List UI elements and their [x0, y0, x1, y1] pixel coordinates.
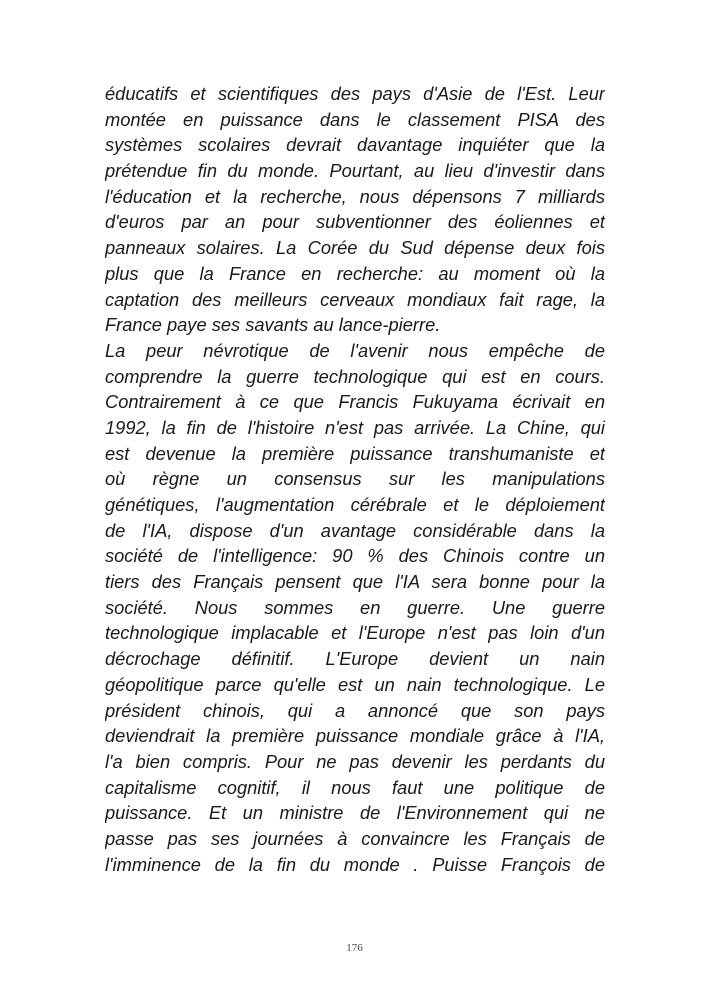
text-line: France paye ses savants au lance-pierre.: [105, 314, 441, 336]
text-line: comprendre la guerre technologique qui est en cours.: [105, 365, 605, 387]
text-line: 1992, la fin de l'histoire n'est pas arrivée. La Chine, qui: [105, 416, 605, 438]
text-line: société de l'intelligence: 90 % des Chinois contre un: [105, 545, 605, 567]
text-line: captation des meilleurs cerveaux mondiaux fait rage, la: [105, 288, 605, 310]
text-line: où règne un consensus sur les manipulations: [105, 468, 605, 490]
text-line: Contrairement à ce que Francis Fukuyama écrivait en: [105, 391, 605, 413]
paragraph-1: [105, 81, 605, 338]
text-line: génétiques, l'augmentation cérébrale et le déploiement: [105, 494, 605, 515]
text-line: est devenue la première puissance transhumaniste et: [105, 442, 605, 464]
text-line: capitalisme cognitif, il nous faut une politique de: [105, 776, 605, 798]
text-line: passe pas ses journées à convaincre les Français de: [105, 827, 605, 849]
text-line: puissance. Et un ministre de l'Environnement qui ne: [105, 802, 605, 824]
text-line: l'imminence de la fin du monde . Puisse François de: [105, 853, 605, 875]
text-line: deviendrait la première puissance mondiale grâce à l'IA,: [105, 725, 605, 747]
text-line: éducatifs et scientifiques des pays d'Asie de l'Est. Leur: [105, 83, 605, 104]
paragraph-2: [105, 338, 605, 877]
text-line: prétendue fin du monde. Pourtant, au lieu d'investir dans: [105, 160, 605, 182]
text-line: plus que la France en recherche: au moment où la: [105, 262, 605, 284]
text-line: systèmes scolaires devrait davantage inquiéter que la: [105, 134, 605, 156]
text-line: La peur névrotique de l'avenir nous empêche de: [105, 339, 605, 361]
page-number: 176: [346, 942, 363, 954]
text-line: société. Nous sommes en guerre. Une guerre: [105, 596, 605, 618]
text-line: panneaux solaires. La Corée du Sud dépense deux fois: [105, 237, 605, 259]
text-line: décrochage définitif. L'Europe devient un nain: [105, 648, 605, 670]
text-line: montée en puissance dans le classement PISA des: [105, 108, 605, 130]
text-line: président chinois, qui a annoncé que son pays: [105, 699, 605, 721]
text-line: tiers des Français pensent que l'IA sera bonne pour la: [105, 571, 605, 593]
text-line: technologique implacable et l'Europe n'est pas loin d'un: [105, 622, 605, 644]
text-line: l'a bien compris. Pour ne pas devenir les perdants du: [105, 750, 605, 772]
body-text: [105, 81, 605, 877]
text-line: d'euros par an pour subventionner des éoliennes et: [105, 211, 605, 233]
text-line: géopolitique parce qu'elle est un nain technologique. Le: [105, 673, 605, 695]
text-line: de l'IA, dispose d'un avantage considérable dans la: [105, 519, 605, 541]
text-line: l'éducation et la recherche, nous dépensons 7 milliards: [105, 185, 605, 207]
